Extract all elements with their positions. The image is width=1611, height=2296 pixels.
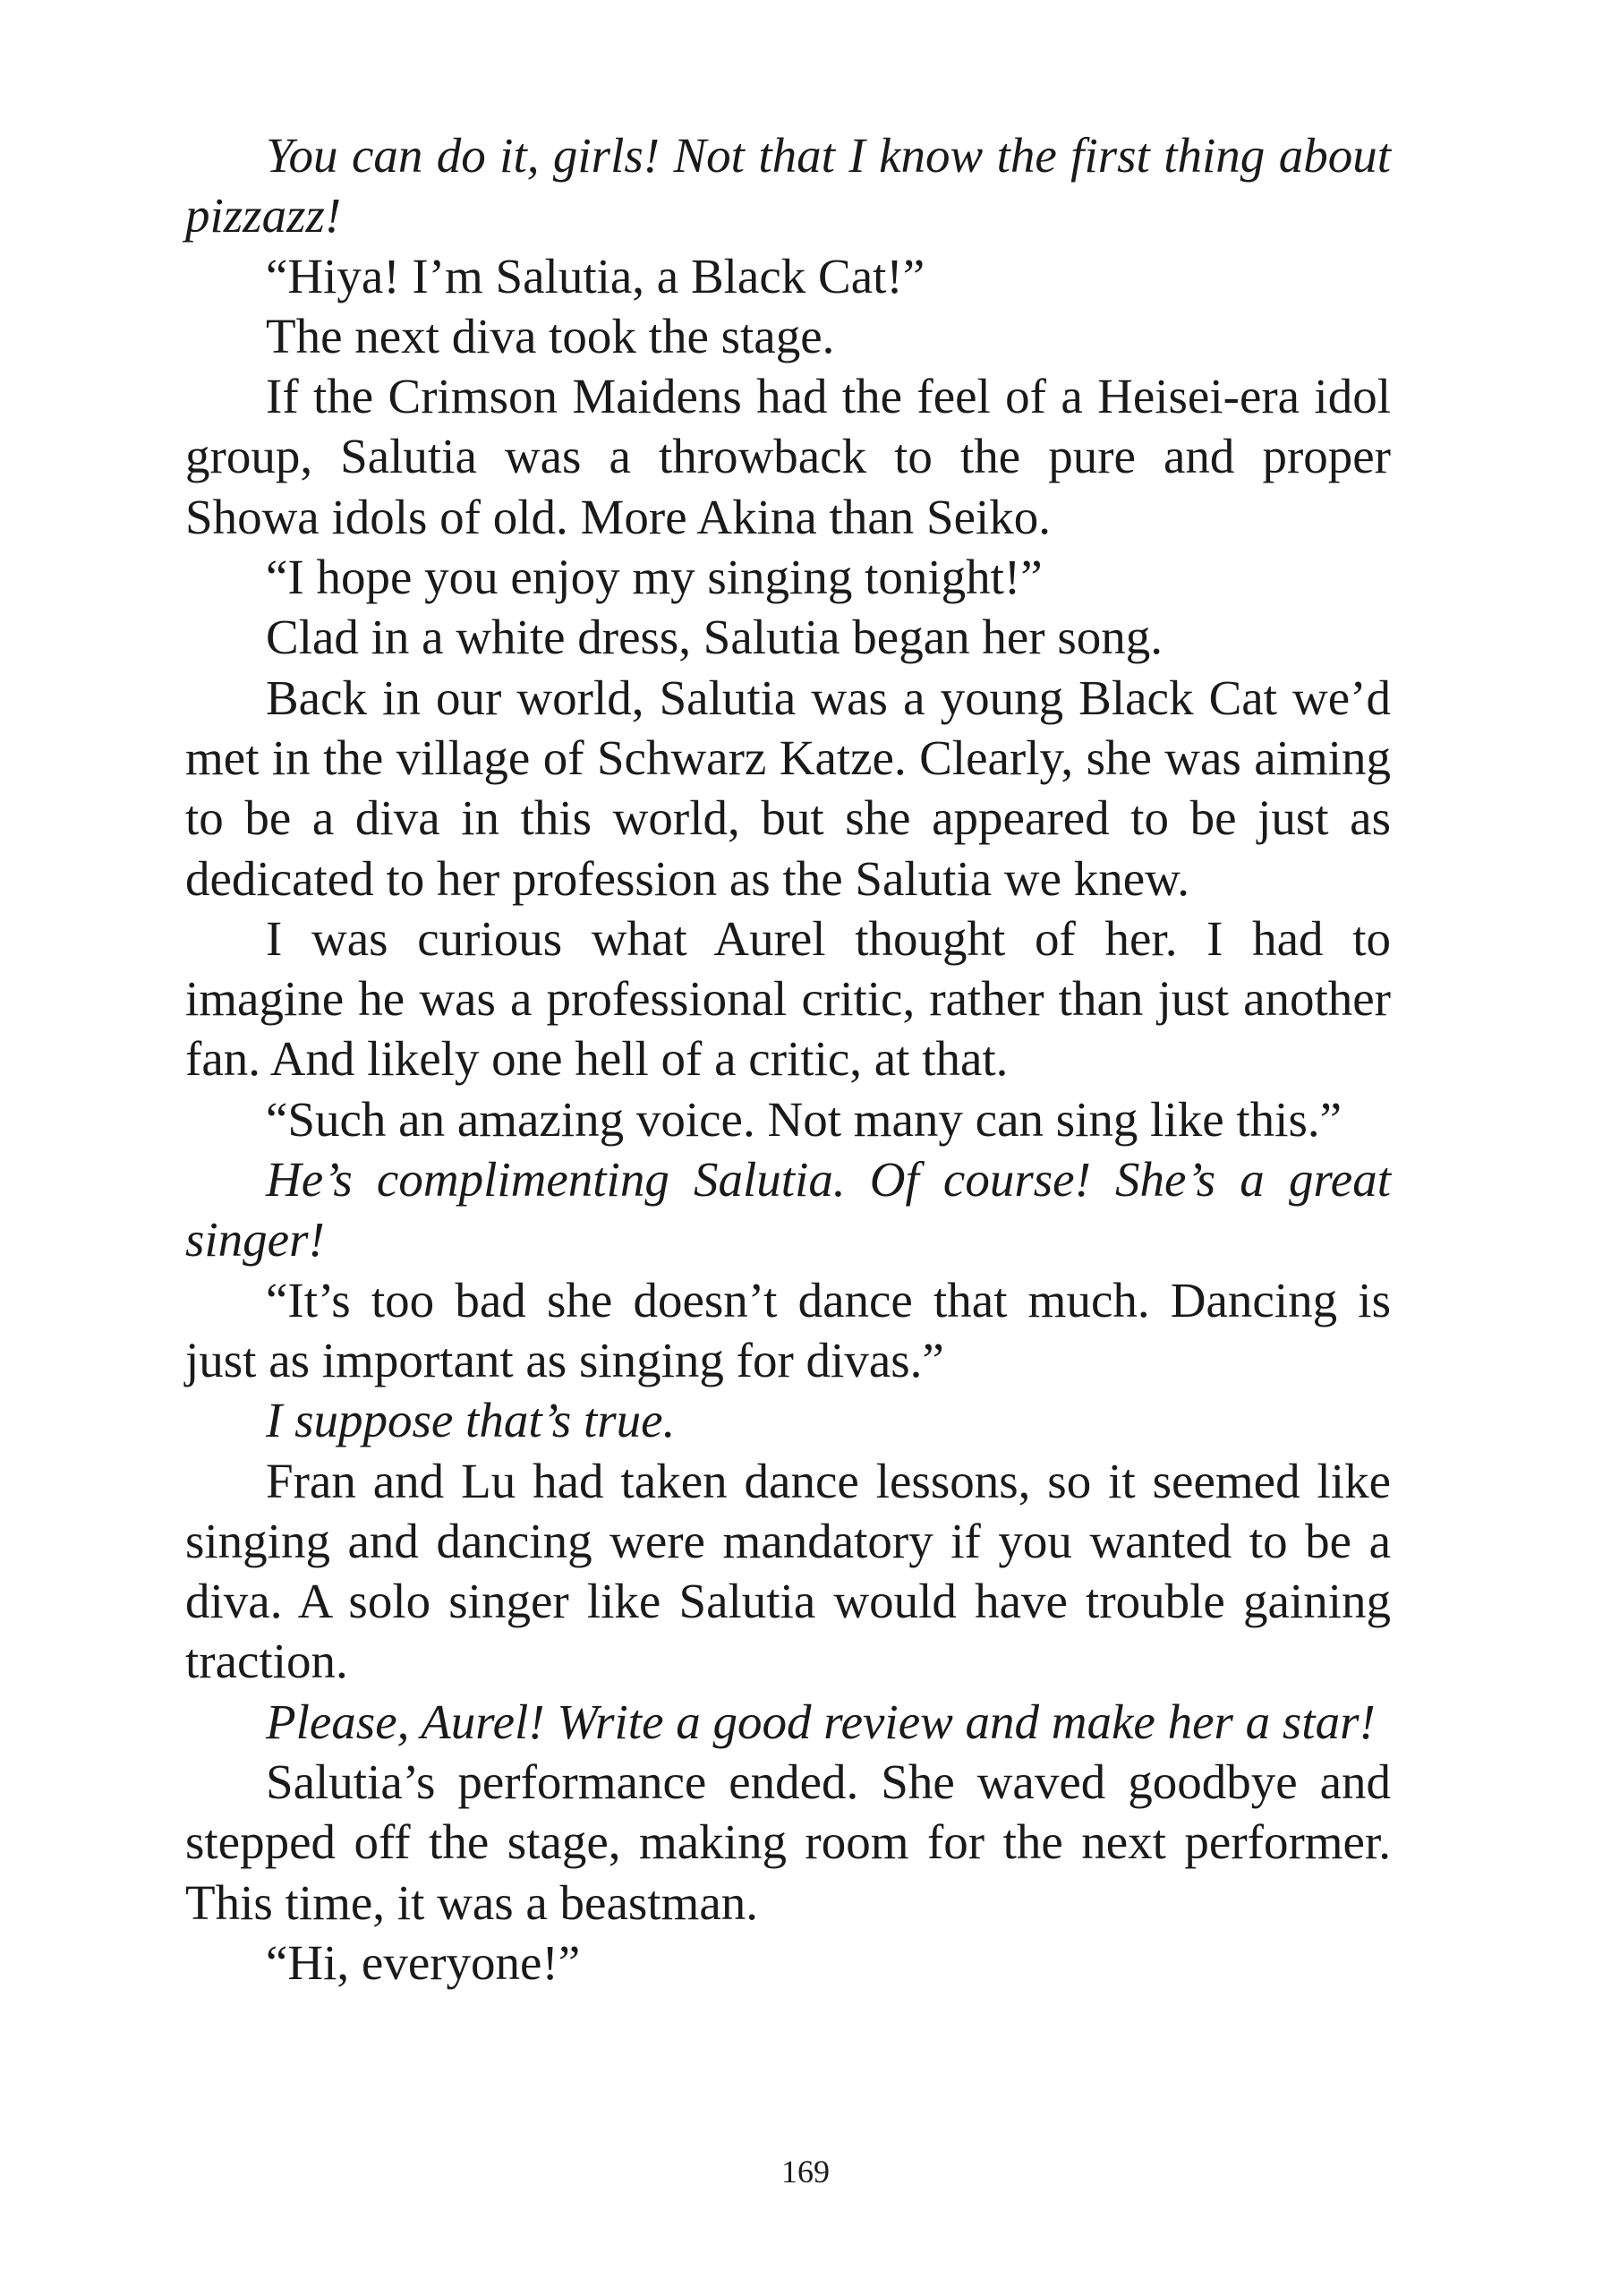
paragraph: Back in our world, Salutia was a young Black Cat we’d met in the village of Schwarz Katze. Clearly, she was aiming to be a diva in this world, but she appeared to be just as dedicated to her profession as the Salutia we knew. — [185, 670, 1391, 906]
paragraph: “It’s too bad she doesn’t dance that much. Dancing is just as important as singing for divas.” — [185, 1272, 1391, 1387]
paragraph: He’s complimenting Salutia. Of course! She’s a great singer! — [185, 1152, 1391, 1267]
paragraph: I was curious what Aurel thought of her. I had to imagine he was a professional critic, rather than just another fan. And likely one hell of a critic, at that. — [185, 910, 1391, 1087]
paragraph: “I hope you enjoy my singing tonight!” — [266, 550, 1043, 605]
paragraph: “Hi, everyone!” — [266, 1934, 581, 1990]
paragraph: “Such an amazing voice. Not many can sing like this.” — [266, 1091, 1342, 1147]
paragraph: Salutia’s performance ended. She waved goodbye and stepped off the stage, making room for the next performer. This time, it was a beastman. — [185, 1754, 1391, 1930]
paragraph: Please, Aurel! Write a good review and make her a star! — [266, 1694, 1376, 1749]
paragraph: Clad in a white dress, Salutia began her song. — [266, 610, 1164, 665]
paragraph: You can do it, girls! Not that I know the first thing about pizzazz! — [185, 128, 1391, 243]
paragraph: Fran and Lu had taken dance lessons, so it seemed like singing and dancing were mandatory if you wanted to be a diva. A solo singer like Salutia would have trouble gaining traction. — [185, 1453, 1391, 1689]
paragraph: “Hiya! I’m Salutia, a Black Cat!” — [266, 248, 925, 303]
paragraph: The next diva took the stage. — [266, 308, 835, 363]
page-number: 169 — [781, 2154, 830, 2189]
paragraph: If the Crimson Maidens had the feel of a Heisei-era idol group, Salutia was a throwback to the pure and proper Showa idols of old. More Akina than Seiko. — [185, 369, 1391, 544]
body-text — [185, 125, 1391, 1993]
paragraph: I suppose that’s true. — [266, 1393, 676, 1448]
